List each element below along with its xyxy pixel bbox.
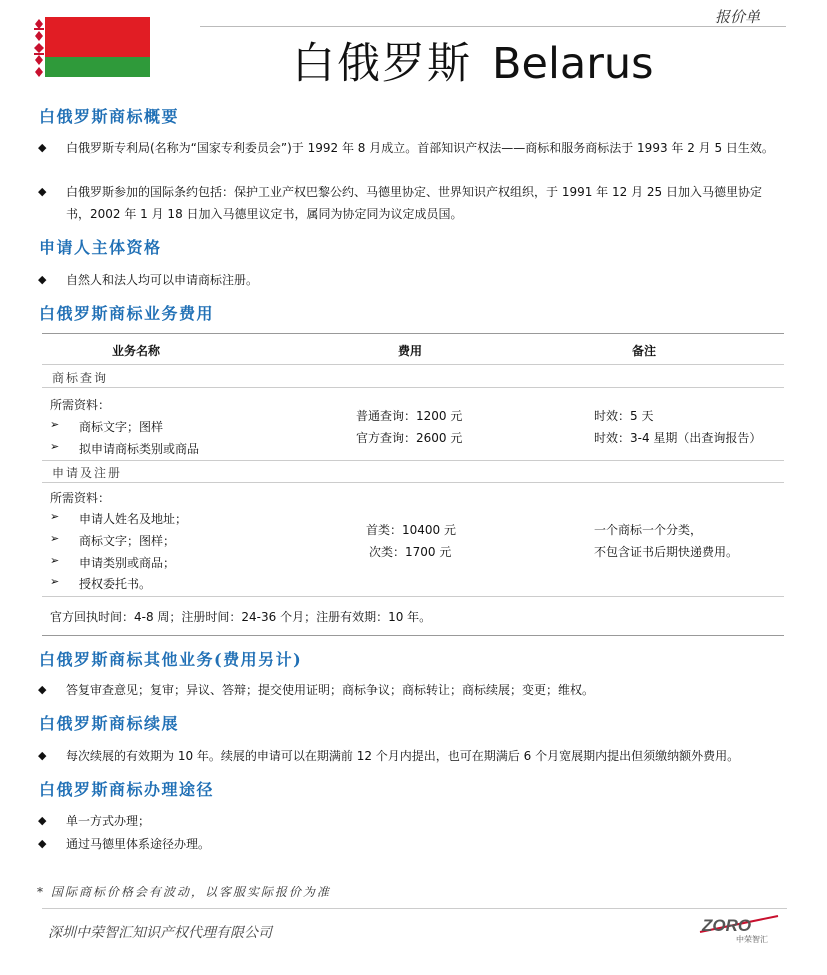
note-value: 时效：3-4 星期（出查询报告） — [594, 431, 762, 445]
renewal-heading: 白俄罗斯商标续展 — [39, 714, 180, 733]
renewal-item: ◆ 每次续展的有效期为 10 年。续展的申请可以在期满前 12 个月内提出，也可在期满后 6 个月宽展期内提出但须缴纳额外费用。 — [38, 745, 783, 767]
table-header-fee: 费用 — [398, 344, 423, 358]
arrow-icon: ➢ — [50, 554, 60, 567]
arrow-icon: ➢ — [50, 440, 60, 453]
svg-text:ZORO: ZORO — [702, 916, 752, 935]
overview-item: ◆ 白俄罗斯专利局(名称为“国家专利委员会”)于 1992 年 8 月成立。首部知识产权法——商标和服务商标法于 1993 年 2 月 5 日生效。 — [38, 137, 783, 159]
title-en: Belarus — [492, 39, 654, 89]
fee-value: 普通查询：1200 元 — [356, 409, 463, 423]
title-cn: 白俄罗斯 — [292, 39, 472, 89]
bullet-icon: ◆ — [38, 749, 47, 762]
section-registration: 申请及注册 — [52, 466, 123, 480]
flag-ornament — [33, 17, 45, 77]
route-item: ◆ 通过马德里体系途径办理。 — [38, 833, 783, 855]
material-item: 商标文字；图样 — [79, 420, 164, 434]
arrow-icon: ➢ — [50, 418, 60, 431]
material-item: 申请人姓名及地址； — [79, 512, 188, 526]
section-search: 商标查询 — [52, 371, 109, 385]
fee-table — [42, 333, 784, 636]
bullet-icon: ◆ — [38, 837, 47, 850]
other-heading: 白俄罗斯商标其他业务(费用另计) — [39, 650, 303, 669]
overview-item: ◆ 白俄罗斯参加的国际条约包括：保护工业产权巴黎公约、马德里协定、世界知识产权组织，于 1991 年 12 月 25 日加入马德里协定书，2002 年 1 月 18 日加入马德里议定书，属同为协定同为议定成员国。 — [38, 181, 783, 225]
quote-label: 报价单 — [714, 8, 760, 26]
arrow-icon: ➢ — [50, 575, 60, 588]
table-footer: 官方回执时间：4-8 周；注册时间：24-36 个月；注册有效期：10 年。 — [50, 610, 432, 624]
note-value: 不包含证书后期快递费用。 — [594, 545, 739, 559]
material-item: 拟申请商标类别或商品 — [79, 442, 200, 456]
other-item: ◆ 答复审查意见；复审；异议、答辩；提交使用证明；商标争议；商标转让；商标续展；变更；维权。 — [38, 679, 783, 701]
page-title — [292, 30, 654, 91]
fee-value: 首类：10400 元 — [366, 523, 456, 537]
zoro-logo — [698, 912, 780, 946]
table-header-note: 备注 — [632, 344, 657, 358]
material-item: 商标文字；图样； — [79, 534, 176, 548]
bullet-icon: ◆ — [38, 141, 47, 154]
materials-label: 所需资料： — [50, 491, 111, 505]
note-value: 时效：5 天 — [594, 409, 654, 423]
svg-text:中荣智汇: 中荣智汇 — [736, 935, 768, 944]
arrow-icon: ➢ — [50, 510, 60, 523]
table-header-service: 业务名称 — [112, 344, 161, 358]
route-item: ◆ 单一方式办理； — [38, 810, 783, 832]
route-heading: 白俄罗斯商标办理途径 — [39, 780, 215, 799]
overview-heading: 白俄罗斯商标概要 — [39, 107, 180, 126]
material-item: 申请类别或商品； — [79, 556, 176, 570]
fee-value: 次类：1700 元 — [369, 545, 452, 559]
bullet-icon: ◆ — [38, 814, 47, 827]
material-item: 授权委托书。 — [79, 577, 152, 591]
note-value: 一个商标一个分类， — [594, 523, 703, 537]
price-note: * 国际商标价格会有波动，以客服实际报价为准 — [37, 885, 331, 899]
fees-heading: 白俄罗斯商标业务费用 — [39, 304, 215, 323]
header-divider — [200, 26, 786, 27]
eligibility-heading: 申请人主体资格 — [39, 238, 162, 257]
bullet-icon: ◆ — [38, 185, 47, 198]
fee-value: 官方查询：2600 元 — [356, 431, 463, 445]
arrow-icon: ➢ — [50, 532, 60, 545]
belarus-flag — [33, 17, 150, 77]
materials-label: 所需资料： — [50, 398, 111, 412]
company-name: 深圳中荣智汇知识产权代理有限公司 — [48, 925, 272, 941]
bullet-icon: ◆ — [38, 683, 47, 696]
bullet-icon: ◆ — [38, 273, 47, 286]
footer-divider — [42, 908, 787, 909]
eligibility-item: ◆ 自然人和法人均可以申请商标注册。 — [38, 269, 783, 291]
